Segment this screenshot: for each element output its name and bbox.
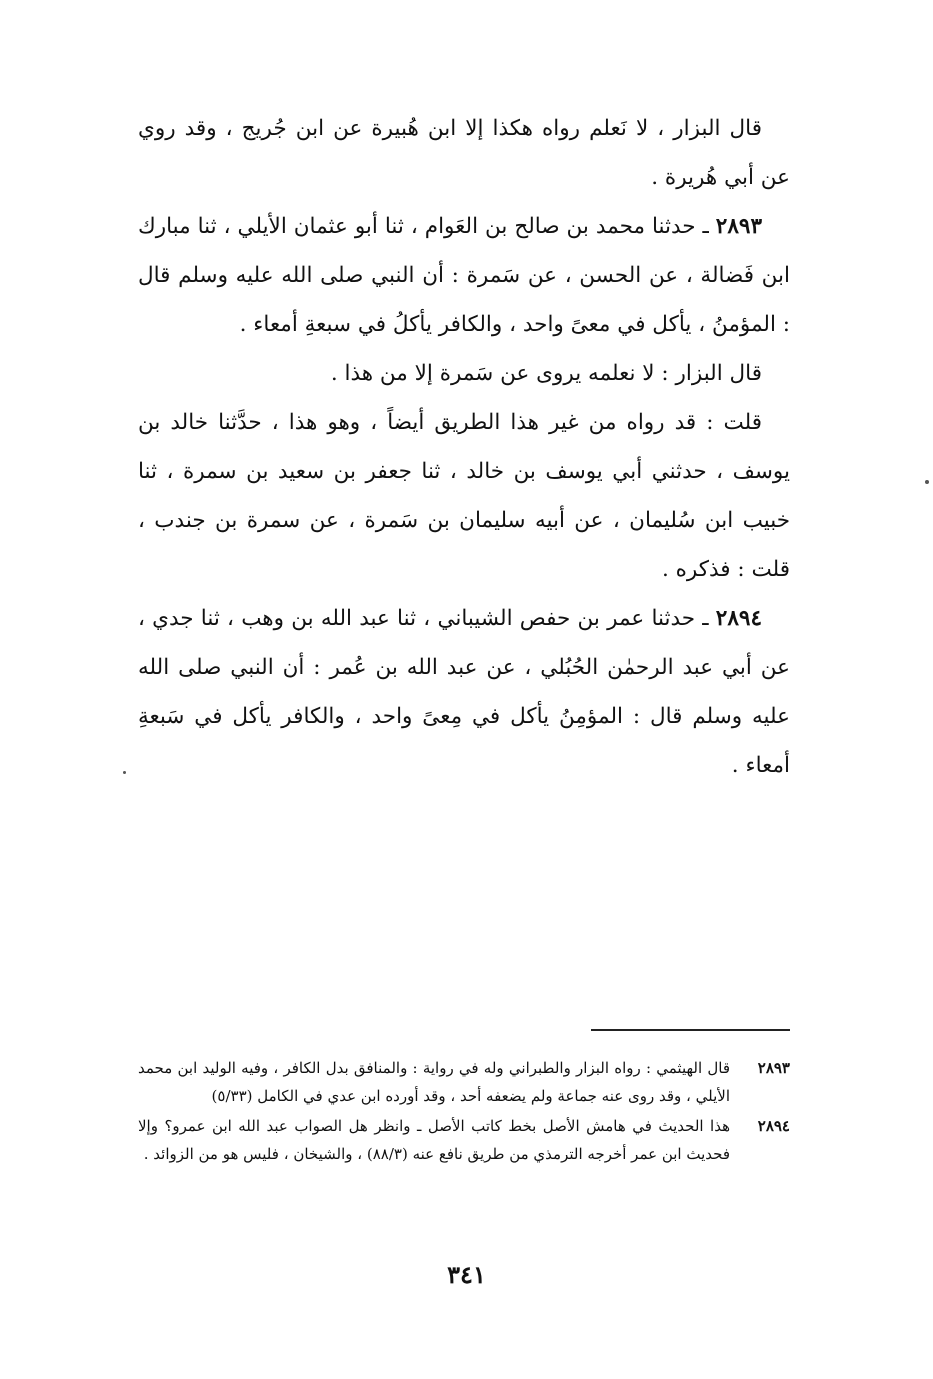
footnote-2893: [138, 1054, 790, 1110]
scan-speck: [925, 480, 929, 484]
footnote-number: ٢٨٩٣: [757, 1059, 790, 1077]
hadith-2893: [138, 202, 790, 349]
paragraph-text: قال البزار : لا نعلمه يروى عن سَمرة إلا من هذا .: [330, 361, 762, 386]
paragraph: [138, 104, 790, 202]
hadith-text: ـ حدثنا محمد بن صالح بن العَوام ، ثنا أبو عثمان الأيلي ، ثنا مبارك ابن فَضالة ، عن الحسن ، عن سَمرة : أن النبي صلى الله عليه وسلم قال : المؤمنُ ، يأكل في معىً واحد ، والكافر يأكلُ في سبعةِ أمعاء .: [138, 214, 790, 337]
footnote-text: هذا الحديث في هامش الأصل بخط كاتب الأصل ـ وانظر هل الصواب عبد الله ابن عمرو؟ وإلا فحديث ابن عمر أخرجه الترمذي من طريق نافع عنه (٨٨/٣) ، والشيخان ، فليس هو من الزوائد .: [138, 1117, 730, 1163]
footnote-2894: [138, 1112, 790, 1168]
main-text: [138, 104, 790, 790]
hadith-2894: [138, 594, 790, 790]
paragraph: [138, 398, 790, 594]
scan-speck: [123, 771, 126, 774]
footnotes: [138, 1054, 790, 1170]
hadith-number: ٢٨٩٣: [715, 214, 762, 239]
paragraph: [138, 349, 790, 398]
footnote-text: قال الهيثمي : رواه البزار والطبراني وله في رواية : والمنافق بدل الكافر ، وفيه الوليد ابن محمد الأيلي ، وقد روى عنه جماعة ولم يضعفه أحد ، وقد أورده ابن عدي في الكامل (٥/٣٣): [138, 1059, 730, 1105]
hadith-number: ٢٨٩٤: [715, 606, 762, 631]
page-number: ٣٤١: [447, 1260, 486, 1289]
paragraph-text: قلت : قد رواه من غير هذا الطريق أيضاً ، وهو هذا ، حدَّثنا خالد بن يوسف ، حدثني أبي يوسف بن خالد ، ثنا جعفر بن سعيد بن سمرة ، ثنا خبيب ابن سُليمان ، عن أبيه سليمان بن سَمرة ، عن سمرة بن جندب ، قلت : فذكره .: [138, 410, 790, 582]
footnote-separator: [591, 1029, 790, 1031]
paragraph-text: قال البزار ، لا نَعلم رواه هكذا إلا ابن هُبيرة عن ابن جُريج ، وقد روي عن أبي هُريرة .: [138, 116, 790, 190]
hadith-text: ـ حدثنا عمر بن حفص الشيباني ، ثنا عبد الله بن وهب ، ثنا جدي ، عن أبي عبد الرحمٰن الحُبُلي ، عن عبد الله بن عُمر : أن النبي صلى الله عليه وسلم قال : المؤمِنُ يأكل في مِعىً واحد ، والكافر يأكل في سَبعةِ أمعاء .: [138, 606, 790, 778]
footnote-number: ٢٨٩٤: [757, 1117, 790, 1135]
